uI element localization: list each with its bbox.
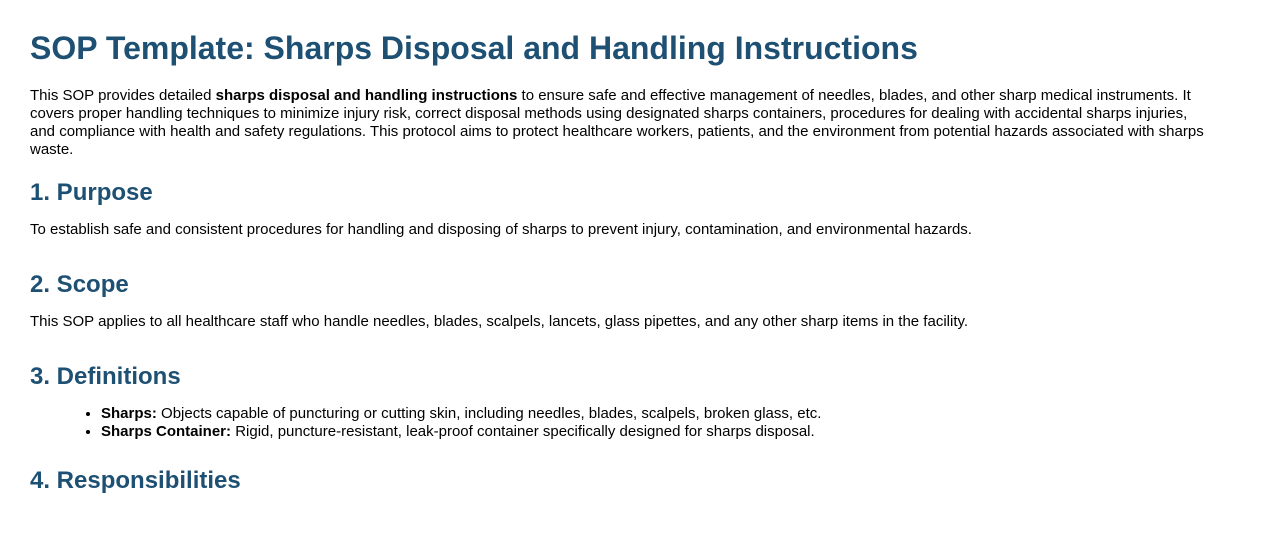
definition-item-sharps-container — [101, 423, 1233, 441]
definition-text: Objects capable of puncturing or cutting skin, including needles, blades, scalpels, broken glass, etc. — [156, 405, 822, 422]
heading-scope: 2. Scope — [30, 271, 129, 298]
definition-text: Rigid, puncture-resistant, leak-proof container specifically designed for sharps disposal. — [231, 423, 815, 440]
intro-paragraph — [30, 87, 1210, 159]
intro-bold-text: sharps disposal and handling instructions — [215, 87, 518, 104]
heading-responsibilities: 4. Responsibilities — [30, 467, 241, 494]
definition-term: Sharps Container: — [101, 423, 232, 440]
intro-lead-text: This SOP provides detailed — [30, 87, 216, 104]
definition-item-sharps — [101, 405, 1233, 423]
heading-definitions: 3. Definitions — [30, 363, 181, 390]
purpose-text: To establish safe and consistent procedures for handling and disposing of sharps to prevent injury, contamination, and environmental hazards. — [30, 221, 972, 238]
definition-term: Sharps: — [101, 405, 157, 422]
sop-document — [0, 29, 1263, 495]
scope-text: This SOP applies to all healthcare staff who handle needles, blades, scalpels, lancets, glass pipettes, and any other sharp items in the facility. — [30, 313, 969, 330]
definitions-list — [30, 405, 1233, 441]
heading-purpose: 1. Purpose — [30, 179, 153, 206]
page-title: SOP Template: Sharps Disposal and Handling Instructions — [30, 30, 918, 66]
intro-rest-text: to ensure safe and effective management of needles, blades, and other sharp medical instruments. It covers proper handling techniques to minimize injury risk, correct disposal methods using designated sharps containers, procedures for dealing with accidental sharps injuries, and compliance with health and safety regulations. This protocol aims to protect healthcare workers, patients, and the environment from potential hazards associated with sharps waste. — [30, 87, 1204, 158]
